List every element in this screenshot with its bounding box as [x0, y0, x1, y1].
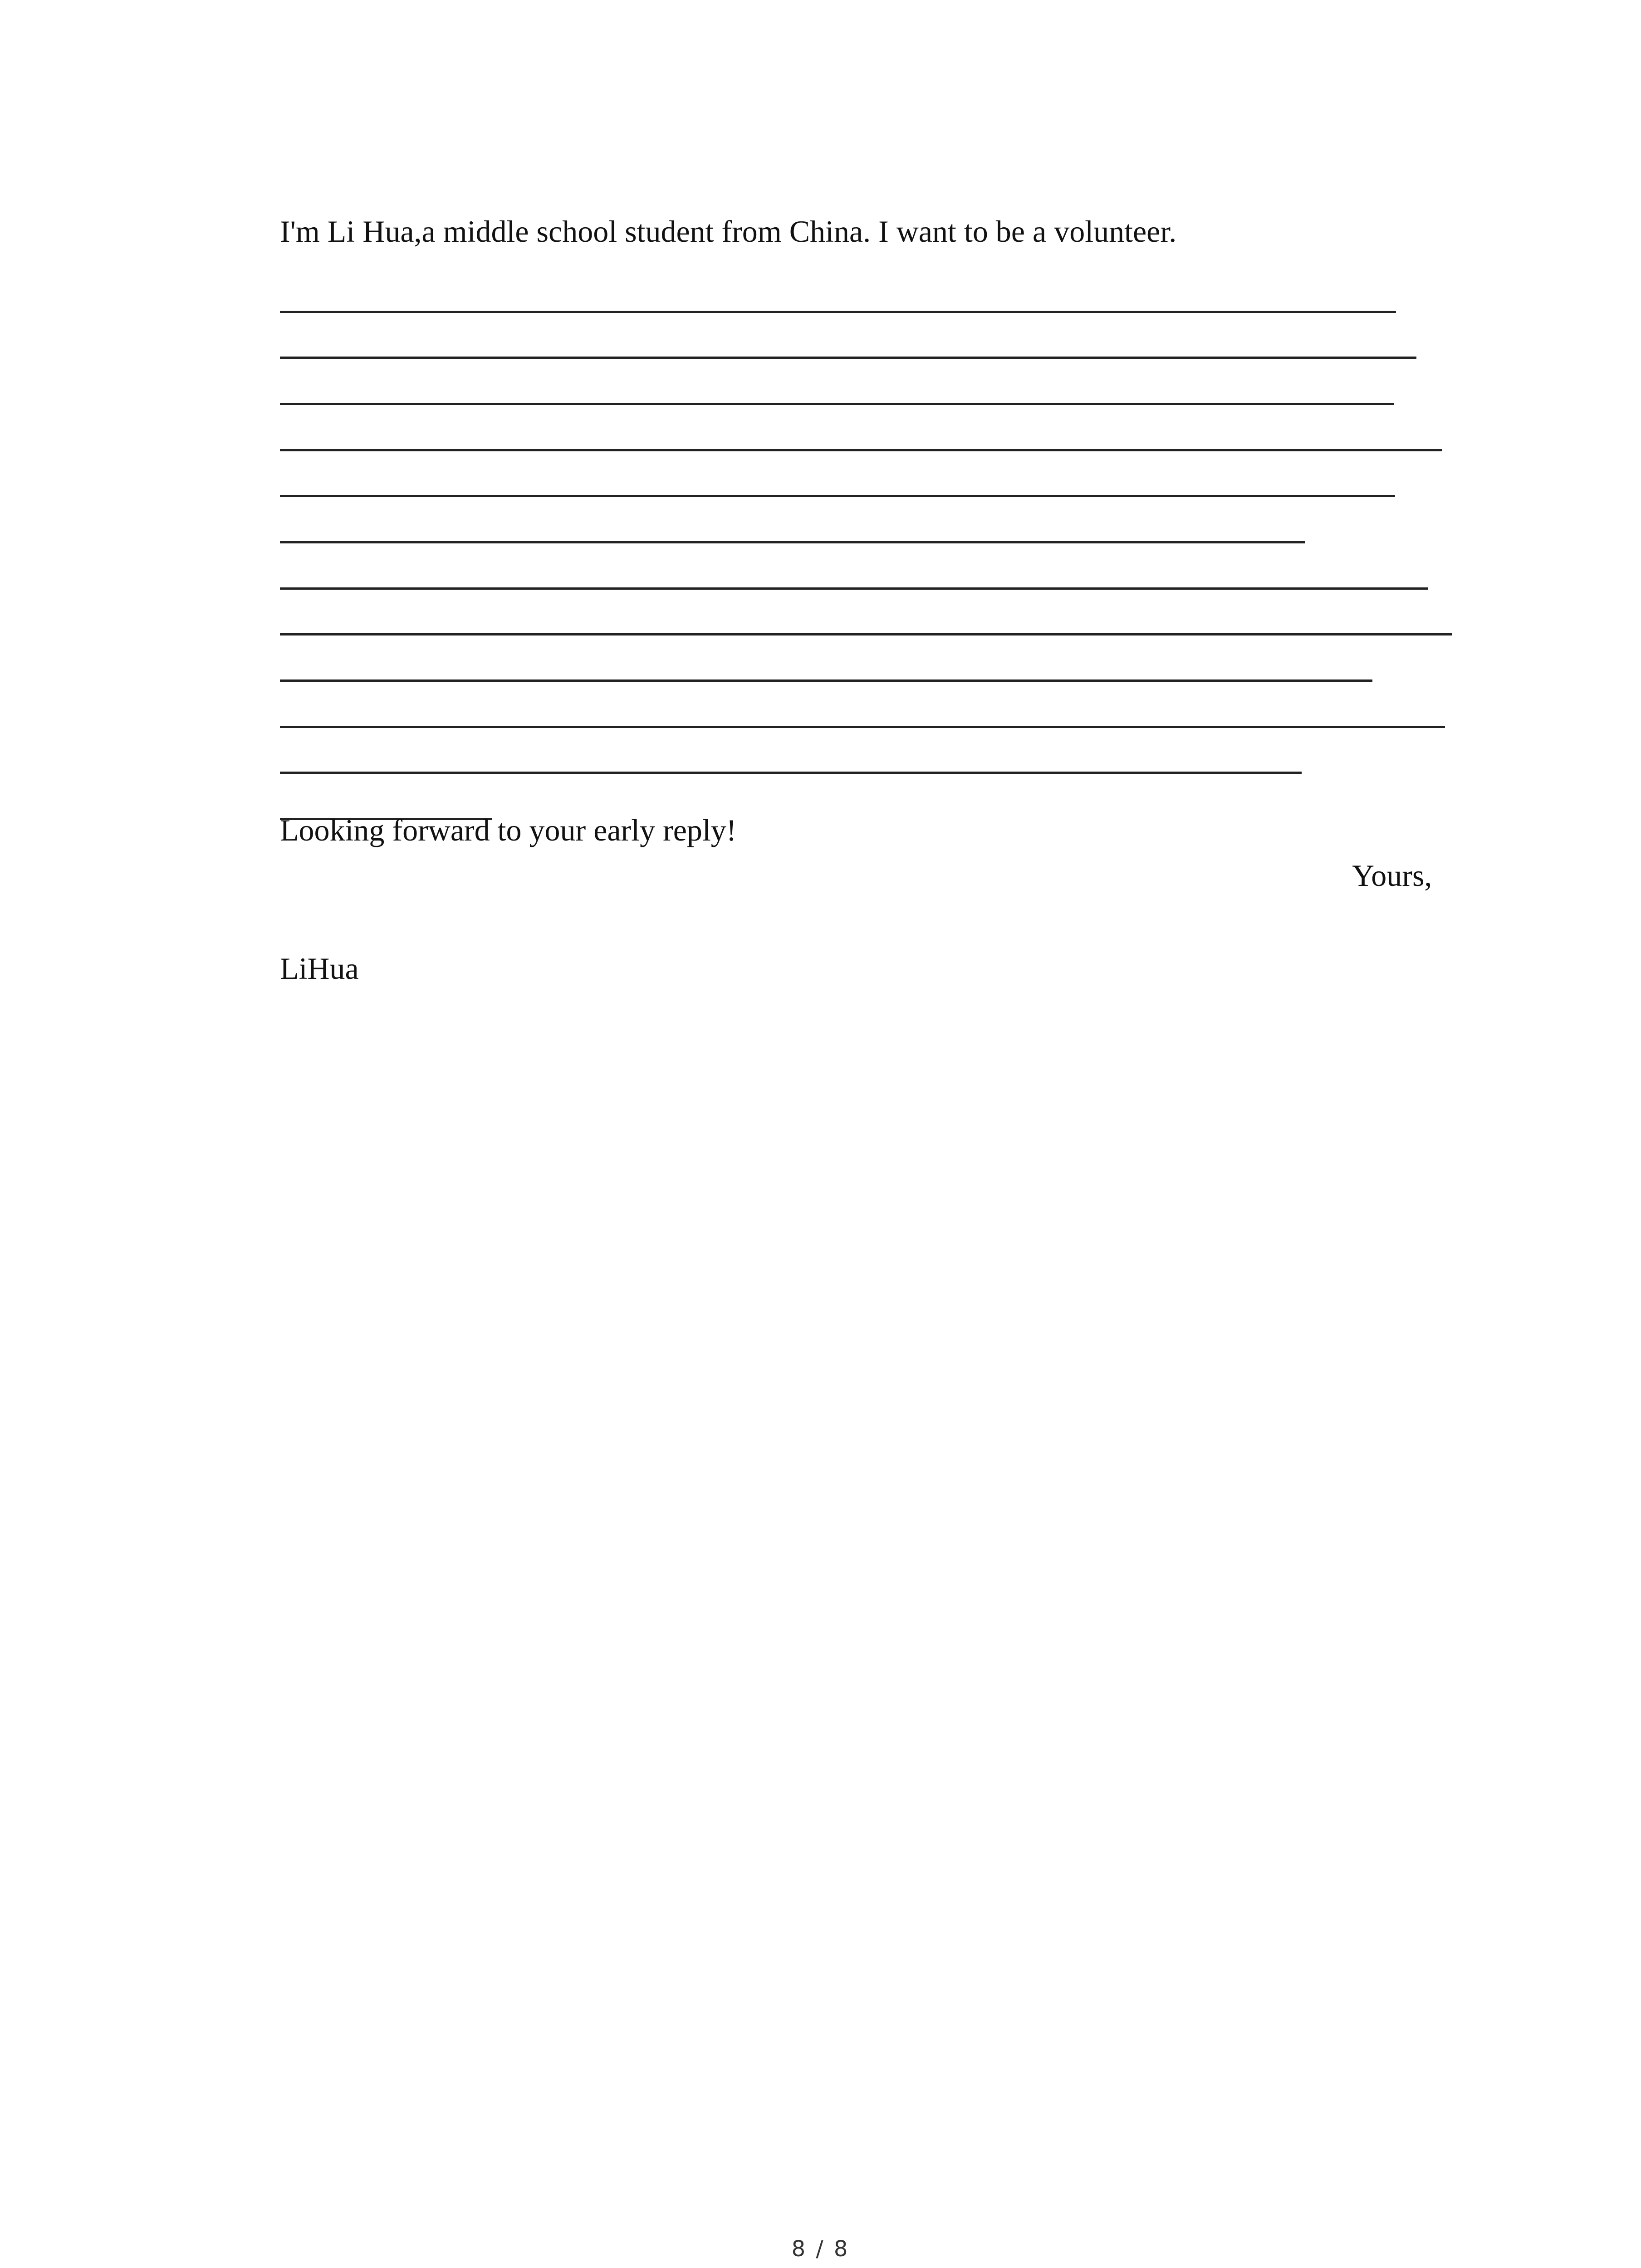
writing-line-7: [280, 587, 1428, 590]
letter-closing-text: Looking forward to your early reply!: [280, 813, 737, 847]
writing-line-5: [280, 495, 1395, 497]
writing-line-6: [280, 541, 1305, 543]
writing-line-2: [280, 357, 1416, 359]
writing-line-1: [280, 311, 1396, 313]
letter-intro-text: I'm Li Hua,a middle school student from China. I want to be a volunteer.: [280, 214, 1177, 249]
writing-line-8: [280, 633, 1452, 635]
writing-line-4: [280, 449, 1442, 451]
writing-line-9: [280, 679, 1372, 682]
writing-line-3: [280, 403, 1394, 405]
writing-line-11: [280, 772, 1302, 774]
letter-valediction: Yours,: [1352, 858, 1432, 893]
page-number: 8 / 8: [791, 2236, 850, 2262]
writing-line-10: [280, 726, 1445, 728]
letter-signature: LiHua: [280, 951, 359, 986]
